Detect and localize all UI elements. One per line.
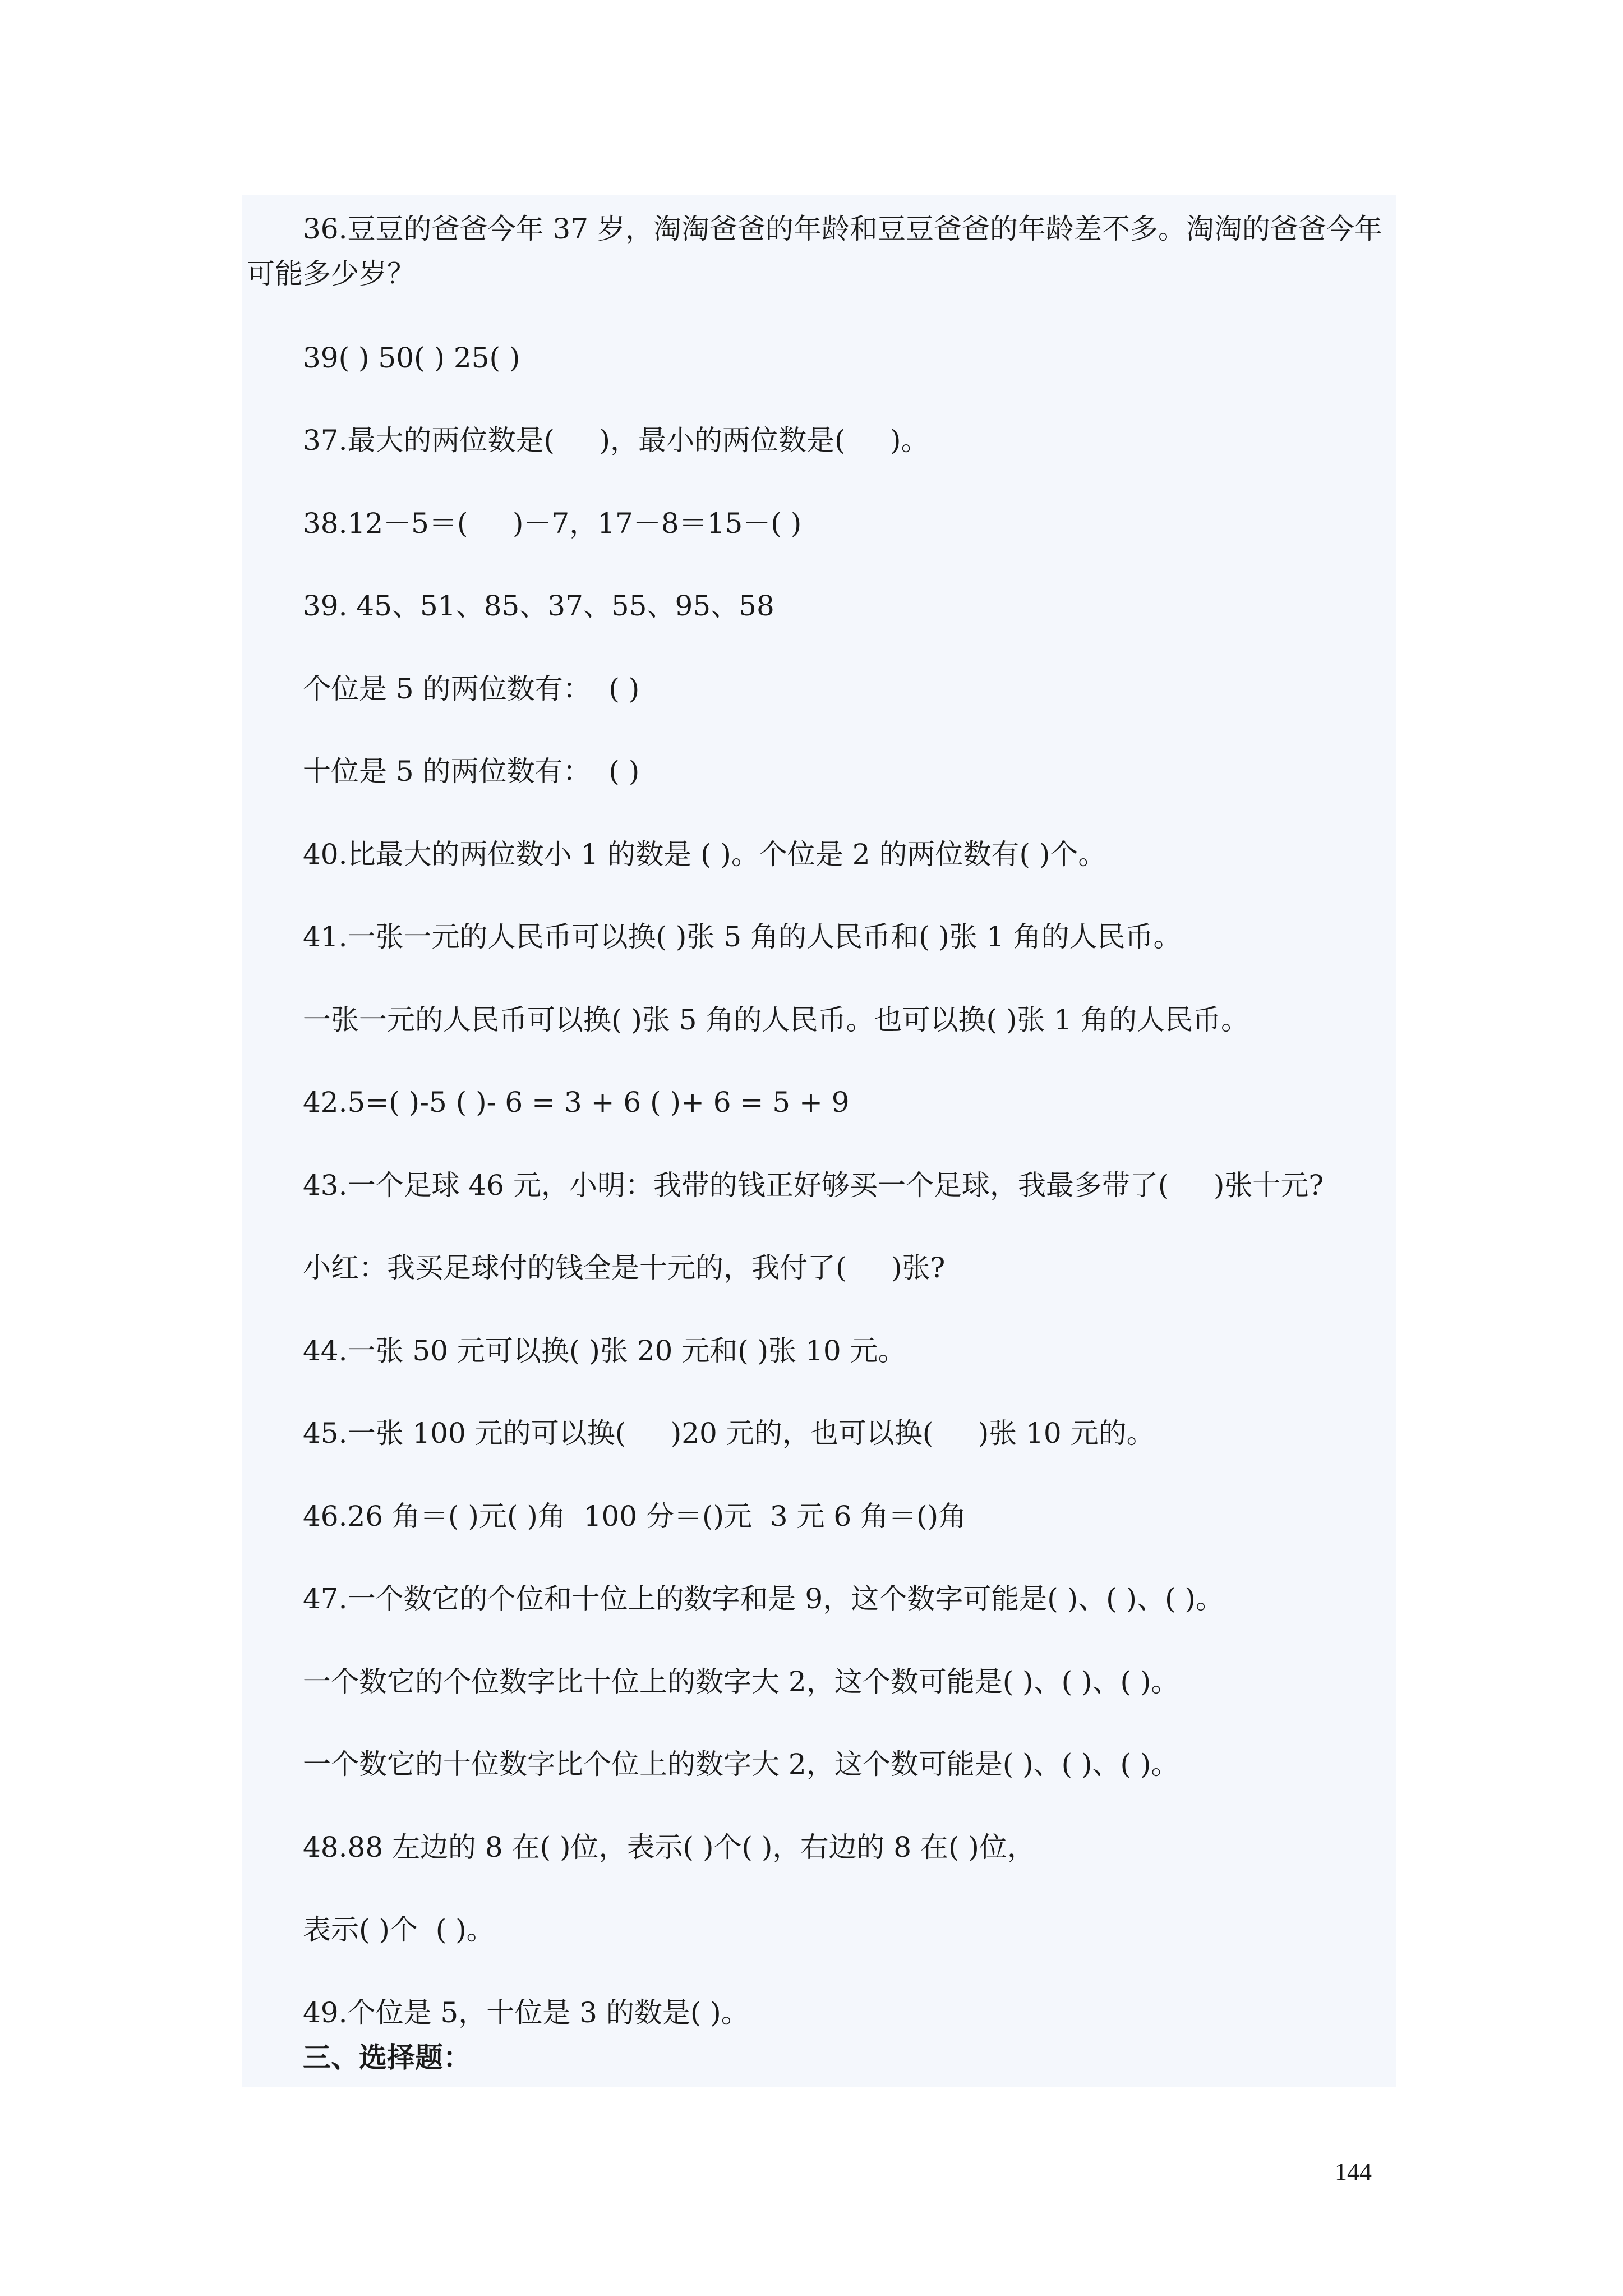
text-line-q39-tens: 十位是 5 的两位数有： ( ) [303,755,640,788]
text-line-q43: 43.一个足球 46 元，小明：我带的钱正好够买一个足球，我最多带了( )张十元? [303,1169,1324,1202]
text-line-q47-third: 一个数它的十位数字比个位上的数字大 2，这个数可能是( )、( )、( )。 [303,1748,1179,1780]
text-line-q36-options: 39( ) 50( ) 25( ) [303,342,520,374]
page-number: 144 [1335,2158,1372,2185]
text-line-q48-continued: 表示( )个 ( )。 [303,1913,495,1946]
text-line-q36: 36.豆豆的爸爸今年 37 岁，淘淘爸爸的年龄和豆豆爸爸的年龄差不多。淘淘的爸爸今年 [303,213,1382,245]
text-line-q40: 40.比最大的两位数小 1 的数是 ( )。个位是 2 的两位数有( )个。 [303,838,1106,871]
text-line-q41: 41.一张一元的人民币可以换( )张 5 角的人民币和( )张 1 角的人民币。 [303,921,1182,953]
text-line-q47: 47.一个数它的个位和十位上的数字和是 9，这个数字可能是( )、( )、( )。 [303,1582,1224,1615]
text-line-q36-continued: 可能多少岁？ [247,257,415,290]
text-line-q48: 48.88 左边的 8 在( )位，表示( )个( )，右边的 8 在( )位， [303,1831,1035,1864]
text-line-q49: 49.个位是 5，十位是 3 的数是( )。 [303,1996,749,2029]
section-heading: 三、选择题： [303,2041,471,2074]
text-line-q37: 37.最大的两位数是( )，最小的两位数是( )。 [303,424,929,457]
text-line-q47-second: 一个数它的个位数字比十位上的数字大 2，这个数可能是( )、( )、( )。 [303,1665,1179,1698]
text-line-q39-ones: 个位是 5 的两位数有： ( ) [303,673,640,705]
text-line-q42: 42.5=( )-5 ( )- 6 = 3 + 6 ( )+ 6 = 5 + 9 [303,1086,850,1119]
text-line-q46: 46.26 角＝( )元( )角 100 分＝()元 3 元 6 角＝()角 [303,1500,967,1533]
text-line-q43-second: 小红：我买足球付的钱全是十元的，我付了( )张? [303,1251,946,1284]
text-line-q38: 38.12－5＝( )－7，17－8＝15－( ) [303,507,802,540]
text-line-q39: 39. 45、51、85、37、55、95、58 [303,590,774,622]
text-line-q45: 45.一张 100 元的可以换( )20 元的，也可以换( )张 10 元的。 [303,1417,1155,1450]
content-box [242,195,1396,2087]
text-line-q41-second: 一张一元的人民币可以换( )张 5 角的人民币。也可以换( )张 1 角的人民币。 [303,1004,1249,1036]
text-line-q44: 44.一张 50 元可以换( )张 20 元和( )张 10 元。 [303,1335,906,1367]
